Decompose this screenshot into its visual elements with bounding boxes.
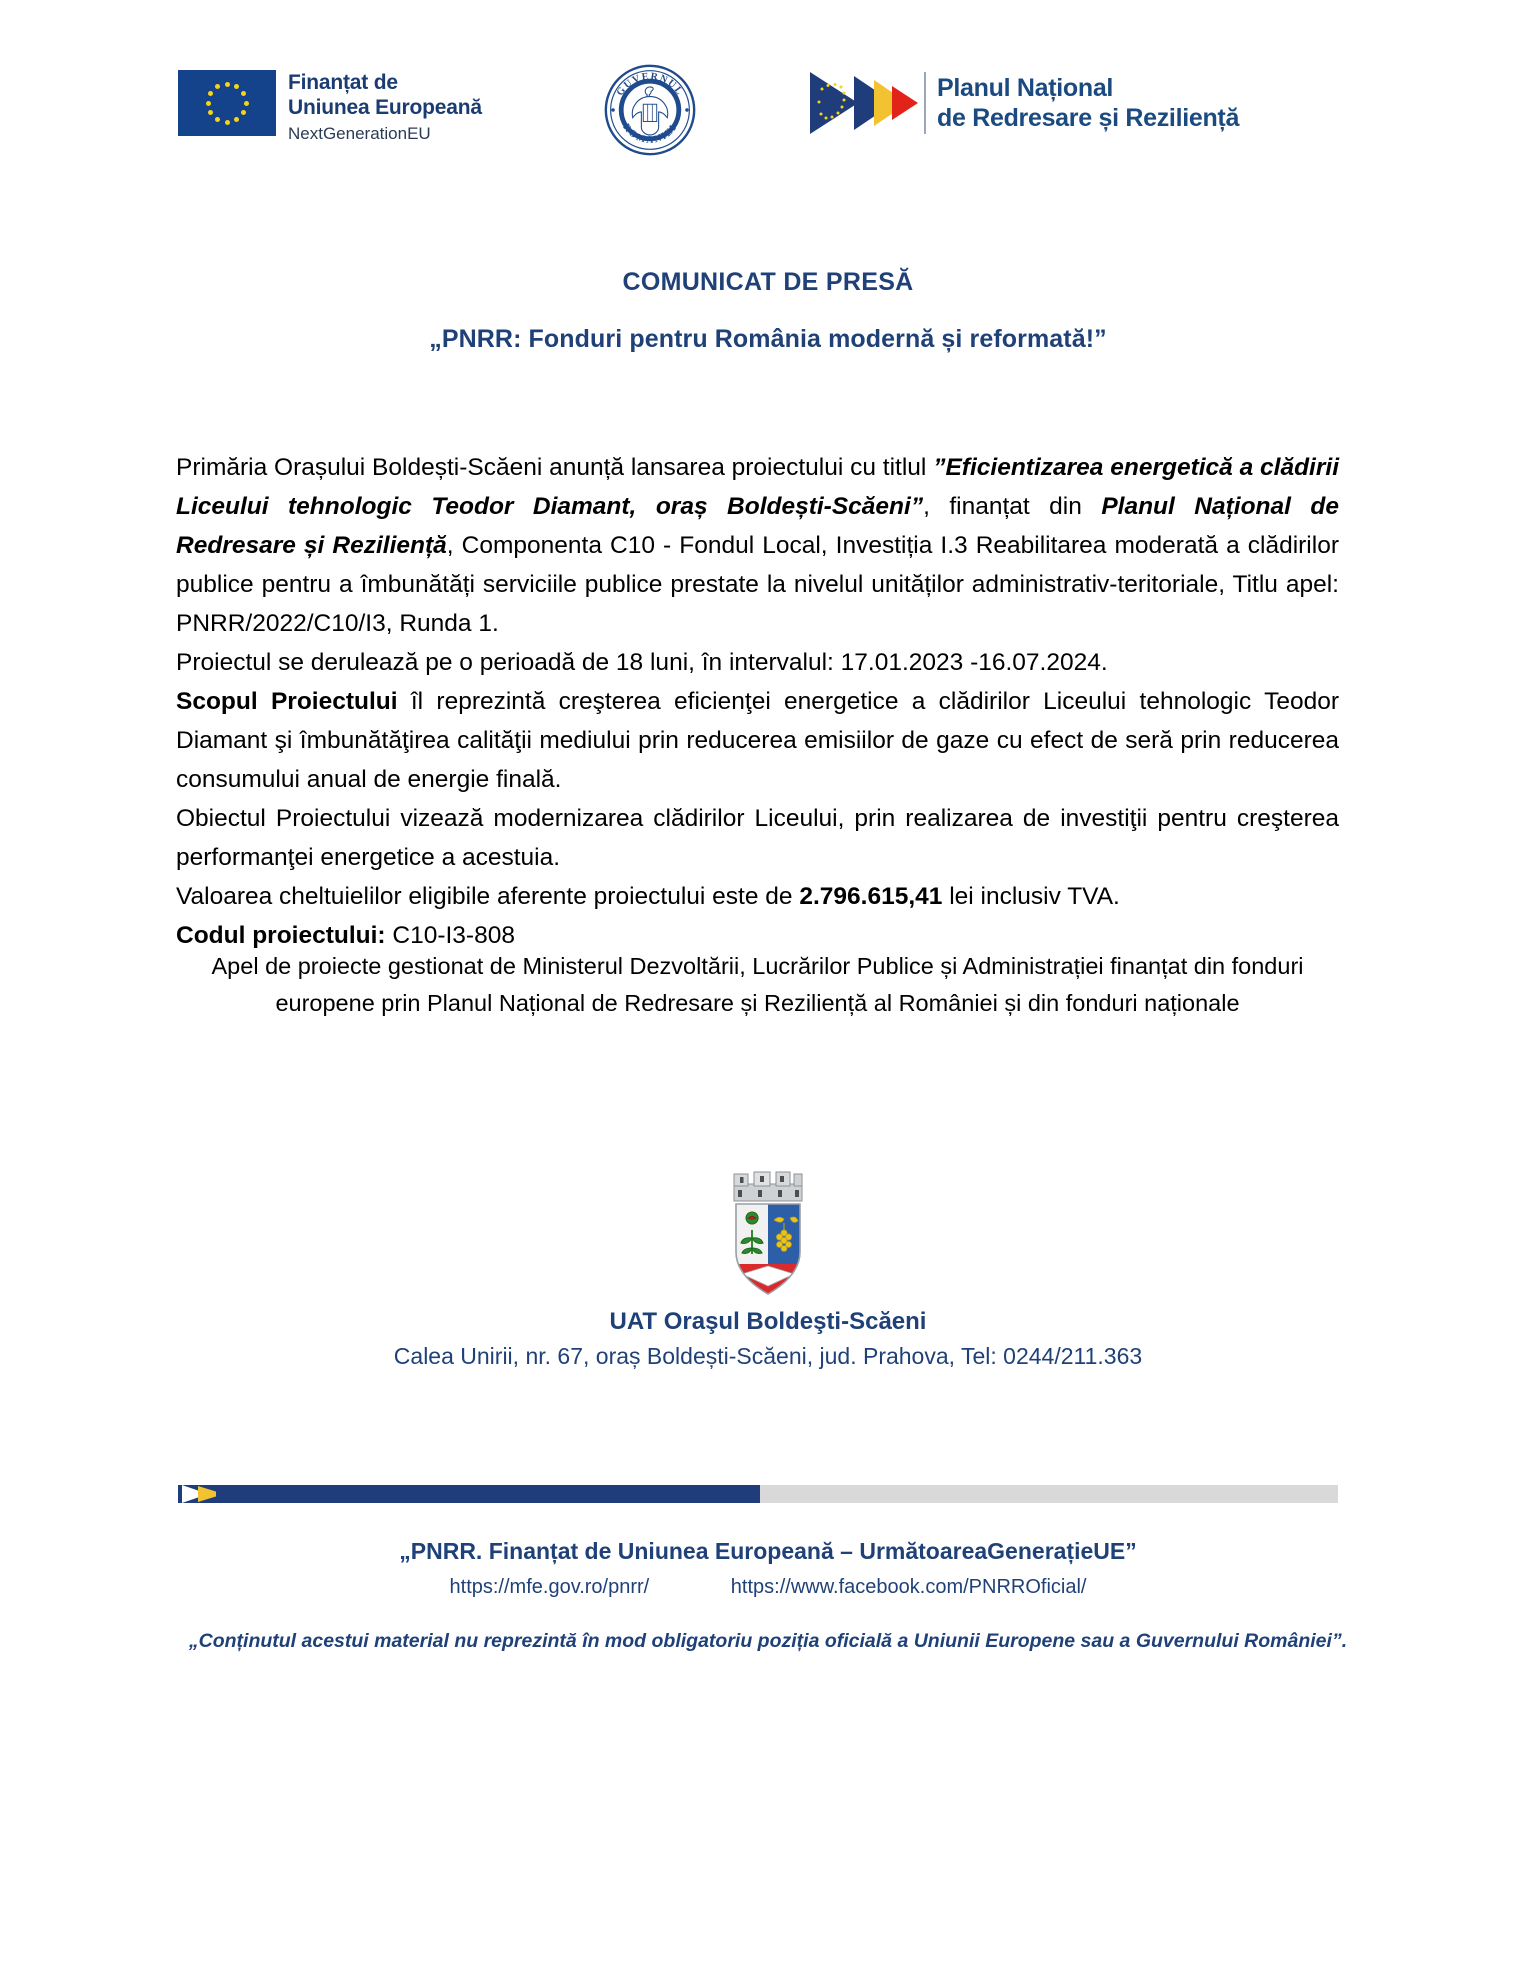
paragraph-objective: Obiectul Proiectului vizează modernizarea clădirilor Liceului, prin realizarea de investiţii pentru creşterea performanţei energetice a acestuia. xyxy=(176,805,1339,871)
pnrr-logo-line2: de Redresare și Reziliență xyxy=(937,104,1240,132)
eu-logo-line2: Uniunea Europeană xyxy=(288,95,482,119)
eu-logo-text xyxy=(288,70,482,144)
p1-program-name: Planul Național de Redresare și Reziliență xyxy=(176,493,1339,559)
pnrr-logo-text xyxy=(937,73,1239,133)
p5-text-2: lei inclusiv TVA. xyxy=(942,883,1120,910)
footer-title: „PNRR. Finanțat de Uniunea Europeană – UrmătoareaGenerațieUE” xyxy=(399,1538,1137,1564)
footer-link-mfe[interactable]: https://mfe.gov.ro/pnrr/ xyxy=(449,1576,650,1598)
pnrr-footer-banner xyxy=(178,1481,1338,1507)
pnrr-arrows-icon xyxy=(808,68,920,138)
paragraph-scope xyxy=(176,682,1339,799)
boldesti-scaeni-coat-of-arms-icon xyxy=(720,1168,816,1298)
pnrr-logo-divider xyxy=(924,72,926,134)
p6-label: Codul proiectului: xyxy=(176,922,386,949)
page-subtitle: „PNRR: Fonduri pentru România modernă și reformată!” xyxy=(429,325,1107,353)
p1-project-title: ”Eficientizarea energetică a clădirii Liceului tehnologic Teodor Diamant, oraș Boldești-Scăeni” xyxy=(176,454,1340,520)
p3-text: îl reprezintă creşterea eficienţei energetice a clădirilor Liceului tehnologic Teodor Diamant şi îmbunătăţirea calităţii mediului prin reducerea emisiilor de gaze cu efect de seră prin reducerea consumului anual de energie finală. xyxy=(176,688,1340,793)
p1-text-2: , finanțat din xyxy=(923,493,1102,520)
pnrr-logo-line1: Planul Național xyxy=(937,74,1114,102)
svg-text:GUVERNUL: GUVERNUL xyxy=(614,71,686,98)
body-text xyxy=(176,448,1339,955)
footer-disclaimer: „Conținutul acestui material nu reprezintă în mod obligatoriu poziția oficială a Uniunii Europene sau a Guvernului României”. xyxy=(188,1630,1348,1652)
page-title: COMUNICAT DE PRESĂ xyxy=(622,268,914,296)
pnrr-logo xyxy=(808,68,1239,138)
p3-label: Scopul Proiectului xyxy=(176,688,398,715)
p1-text-3: , Componenta C10 - Fondul Local, Investiția I.3 Reabilitarea moderată a clădirilor publice pentru a îmbunătăți serviciile publice prestate la nivelul unităților administrativ-teritoriale, Titlu apel: PNRR/2022/C10/I3, Runda 1. xyxy=(176,532,1339,637)
p6-code: C10-I3-808 xyxy=(385,922,515,949)
funding-note: Apel de proiecte gestionat de Ministerul Dezvoltării, Lucrărilor Publice și Administrației finanțat din fonduri europene prin Planul Național de Redresare și Reziliență al României și din fonduri naționale xyxy=(211,953,1304,1016)
p5-amount: 2.796.615,41 xyxy=(799,883,943,910)
footer-links xyxy=(0,1576,1536,1599)
coat-of-arms-container xyxy=(0,1168,1536,1298)
government-of-romania-seal-icon xyxy=(602,62,698,158)
eu-logo-line1: Finanțat de xyxy=(288,71,398,94)
eu-flag-icon xyxy=(178,70,276,136)
paragraph-value xyxy=(176,877,1339,916)
uat-name: UAT Oraşul Boldeşti-Scăeni xyxy=(609,1308,927,1335)
svg-text:ROMÂNIEI: ROMÂNIEI xyxy=(620,121,680,146)
footer-link-facebook[interactable]: https://www.facebook.com/PNRROficial/ xyxy=(730,1576,1087,1598)
p1-text-1: Primăria Orașului Boldești-Scăeni anunță lansarea proiectului cu titlul xyxy=(176,454,934,481)
uat-address: Calea Unirii, nr. 67, oraș Boldești-Scăeni, jud. Prahova, Tel: 0244/211.363 xyxy=(393,1343,1143,1369)
paragraph-project-intro xyxy=(176,448,1339,643)
header-logos xyxy=(0,60,1536,170)
paragraph-duration: Proiectul se derulează pe o perioadă de 18 luni, în intervalul: 17.01.2023 -16.07.2024. xyxy=(176,649,1108,676)
p5-text-1: Valoarea cheltuielilor eligibile aferente proiectului este de xyxy=(176,883,800,910)
eu-funding-logo xyxy=(178,70,482,144)
eu-logo-line3: NextGenerationEU xyxy=(288,123,431,143)
